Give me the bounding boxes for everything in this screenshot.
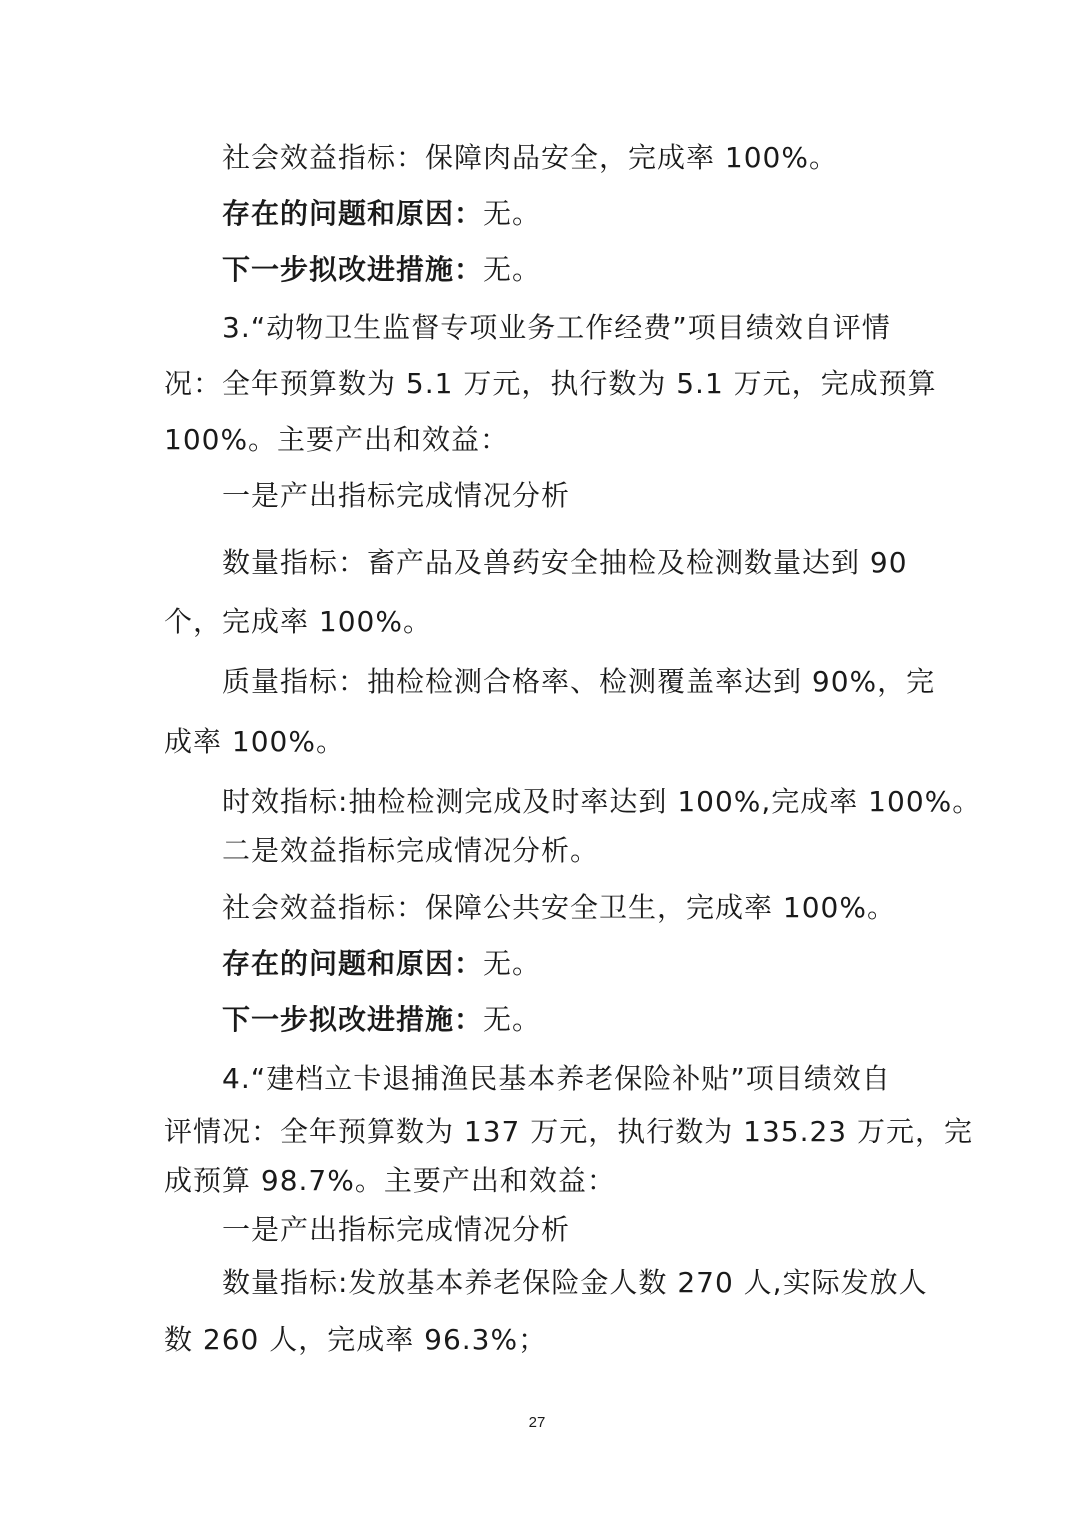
next-steps-line <box>222 252 541 288</box>
paragraph-line: 成率 100%。 <box>164 725 345 758</box>
paragraph-line: 一是产出指标完成情况分析 <box>222 479 571 512</box>
paragraph-line: 成预算 98.7%。主要产出和效益： <box>164 1164 616 1197</box>
page-number: 27 <box>528 1414 546 1431</box>
paragraph-line: 一是产出指标完成情况分析 <box>222 1213 571 1246</box>
problems-and-causes-text: 无。 <box>483 197 542 230</box>
paragraph-line: 3.“动物卫生监督专项业务工作经费”项目绩效自评情 <box>222 311 891 344</box>
paragraph-line: 4.“建档立卡退捕渔民基本养老保险补贴”项目绩效自 <box>222 1062 891 1095</box>
paragraph-line: 社会效益指标：保障肉品安全，完成率 100%。 <box>222 141 838 174</box>
problems-and-causes-line <box>222 946 541 982</box>
paragraph-line: 数量指标：畜产品及兽药安全抽检及检测数量达到 90 <box>222 546 908 579</box>
next-steps-text: 无。 <box>483 1003 542 1036</box>
paragraph-line: 二是效益指标完成情况分析。 <box>222 834 600 867</box>
paragraph-line: 时效指标:抽检检测完成及时率达到 100%,完成率 100%。 <box>222 785 982 818</box>
paragraph-line: 数 260 人，完成率 96.3%； <box>164 1323 548 1356</box>
problems-and-causes-line <box>222 196 541 232</box>
problems-and-causes-label: 存在的问题和原因： <box>222 947 484 980</box>
paragraph-line: 100%。主要产出和效益： <box>164 423 510 456</box>
next-steps-text: 无。 <box>483 253 542 286</box>
paragraph-line: 社会效益指标：保障公共安全卫生，完成率 100%。 <box>222 891 896 924</box>
paragraph-line: 数量指标:发放基本养老保险金人数 270 人,实际发放人 <box>222 1266 928 1299</box>
problems-and-causes-text: 无。 <box>483 947 542 980</box>
paragraph-line: 个，完成率 100%。 <box>164 605 432 638</box>
paragraph-line: 评情况：全年预算数为 137 万元，执行数为 135.23 万元，完 <box>164 1115 974 1148</box>
problems-and-causes-label: 存在的问题和原因： <box>222 197 484 230</box>
next-steps-line <box>222 1002 541 1038</box>
next-steps-label: 下一步拟改进措施： <box>222 253 484 286</box>
paragraph-line: 况：全年预算数为 5.1 万元，执行数为 5.1 万元，完成预算 <box>164 367 937 400</box>
paragraph-line: 质量指标：抽检检测合格率、检测覆盖率达到 90%，完 <box>222 665 936 698</box>
next-steps-label: 下一步拟改进措施： <box>222 1003 484 1036</box>
